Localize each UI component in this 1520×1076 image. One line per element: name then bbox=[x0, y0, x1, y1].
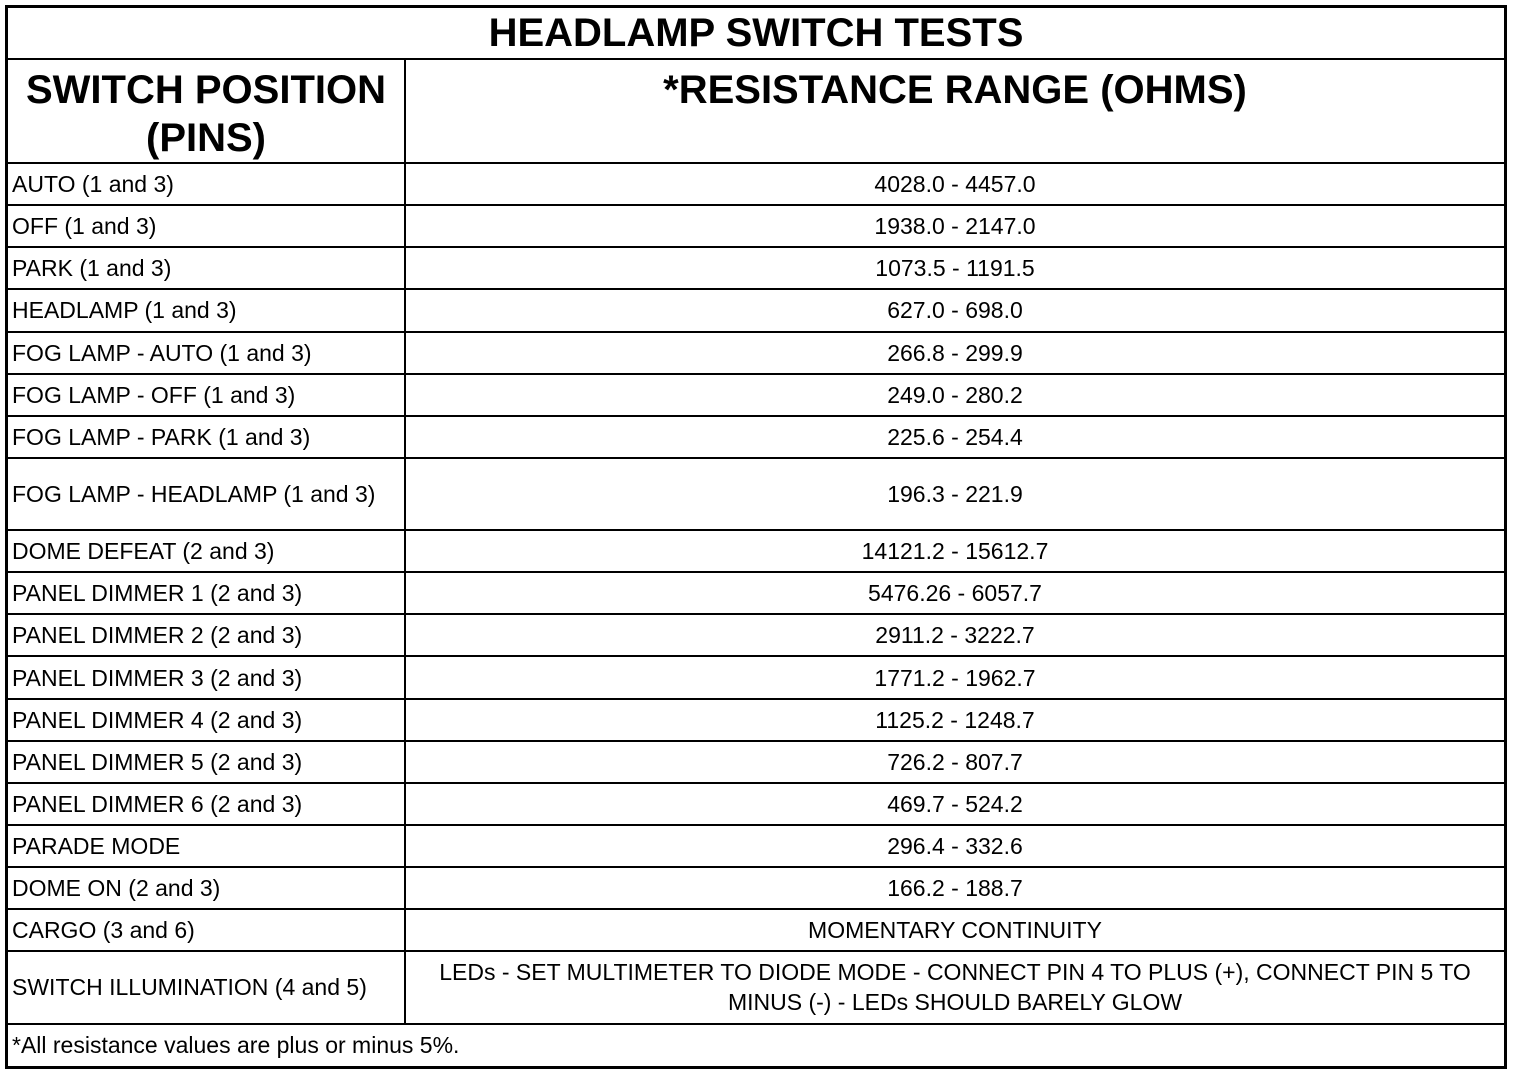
table-row bbox=[8, 614, 1504, 656]
table-row bbox=[8, 332, 1504, 374]
table-row bbox=[8, 699, 1504, 741]
resistance-range-cell: 14121.2 - 15612.7 bbox=[405, 530, 1504, 572]
switch-position-cell: PARADE MODE bbox=[8, 825, 405, 867]
headlamp-switch-test-sheet bbox=[5, 5, 1507, 1069]
headlamp-switch-tests-table bbox=[8, 8, 1504, 1066]
table-row bbox=[8, 205, 1504, 247]
resistance-range-cell: LEDs - SET MULTIMETER TO DIODE MODE - CONNECT PIN 4 TO PLUS (+), CONNECT PIN 5 TO MINUS (-) - LEDs SHOULD BARELY GLOW bbox=[405, 951, 1504, 1023]
table-title: HEADLAMP SWITCH TESTS bbox=[8, 8, 1504, 59]
table-row bbox=[8, 951, 1504, 1023]
resistance-range-cell: 4028.0 - 4457.0 bbox=[405, 163, 1504, 205]
resistance-range-cell: 1073.5 - 1191.5 bbox=[405, 247, 1504, 289]
switch-position-cell: PARK (1 and 3) bbox=[8, 247, 405, 289]
table-row bbox=[8, 530, 1504, 572]
switch-position-cell: DOME DEFEAT (2 and 3) bbox=[8, 530, 405, 572]
resistance-range-cell: 1771.2 - 1962.7 bbox=[405, 656, 1504, 698]
resistance-range-cell: 296.4 - 332.6 bbox=[405, 825, 1504, 867]
table-row bbox=[8, 741, 1504, 783]
table-row bbox=[8, 247, 1504, 289]
resistance-range-cell: 166.2 - 188.7 bbox=[405, 867, 1504, 909]
switch-position-cell: PANEL DIMMER 4 (2 and 3) bbox=[8, 699, 405, 741]
switch-position-cell: FOG LAMP - HEADLAMP (1 and 3) bbox=[8, 458, 405, 530]
resistance-range-cell: 726.2 - 807.7 bbox=[405, 741, 1504, 783]
resistance-range-cell: 266.8 - 299.9 bbox=[405, 332, 1504, 374]
resistance-range-cell: 1125.2 - 1248.7 bbox=[405, 699, 1504, 741]
switch-position-cell: SWITCH ILLUMINATION (4 and 5) bbox=[8, 951, 405, 1023]
table-row bbox=[8, 458, 1504, 530]
switch-position-cell: CARGO (3 and 6) bbox=[8, 909, 405, 951]
resistance-range-cell: 2911.2 - 3222.7 bbox=[405, 614, 1504, 656]
resistance-range-cell: 225.6 - 254.4 bbox=[405, 416, 1504, 458]
resistance-range-cell: 5476.26 - 6057.7 bbox=[405, 572, 1504, 614]
resistance-range-cell: 249.0 - 280.2 bbox=[405, 374, 1504, 416]
footnote: *All resistance values are plus or minus 5%. bbox=[8, 1024, 1504, 1066]
switch-position-cell: DOME ON (2 and 3) bbox=[8, 867, 405, 909]
switch-position-cell: PANEL DIMMER 6 (2 and 3) bbox=[8, 783, 405, 825]
table-row bbox=[8, 163, 1504, 205]
table-row bbox=[8, 289, 1504, 331]
switch-position-cell: FOG LAMP - AUTO (1 and 3) bbox=[8, 332, 405, 374]
column-header-resistance-range: *RESISTANCE RANGE (OHMS) bbox=[405, 59, 1504, 163]
resistance-range-cell: MOMENTARY CONTINUITY bbox=[405, 909, 1504, 951]
table-row bbox=[8, 783, 1504, 825]
table-row bbox=[8, 374, 1504, 416]
table-row bbox=[8, 825, 1504, 867]
switch-position-cell: AUTO (1 and 3) bbox=[8, 163, 405, 205]
resistance-range-cell: 196.3 - 221.9 bbox=[405, 458, 1504, 530]
switch-position-cell: PANEL DIMMER 5 (2 and 3) bbox=[8, 741, 405, 783]
switch-position-cell: PANEL DIMMER 1 (2 and 3) bbox=[8, 572, 405, 614]
switch-position-cell: FOG LAMP - OFF (1 and 3) bbox=[8, 374, 405, 416]
switch-position-cell: PANEL DIMMER 3 (2 and 3) bbox=[8, 656, 405, 698]
table-row bbox=[8, 867, 1504, 909]
switch-position-cell: HEADLAMP (1 and 3) bbox=[8, 289, 405, 331]
table-row bbox=[8, 656, 1504, 698]
switch-position-cell: OFF (1 and 3) bbox=[8, 205, 405, 247]
switch-position-cell: FOG LAMP - PARK (1 and 3) bbox=[8, 416, 405, 458]
column-header-switch-position: SWITCH POSITION (PINS) bbox=[8, 59, 405, 163]
table-row bbox=[8, 909, 1504, 951]
table-row bbox=[8, 572, 1504, 614]
switch-position-cell: PANEL DIMMER 2 (2 and 3) bbox=[8, 614, 405, 656]
resistance-range-cell: 469.7 - 524.2 bbox=[405, 783, 1504, 825]
table-row bbox=[8, 416, 1504, 458]
resistance-range-cell: 1938.0 - 2147.0 bbox=[405, 205, 1504, 247]
resistance-range-cell: 627.0 - 698.0 bbox=[405, 289, 1504, 331]
